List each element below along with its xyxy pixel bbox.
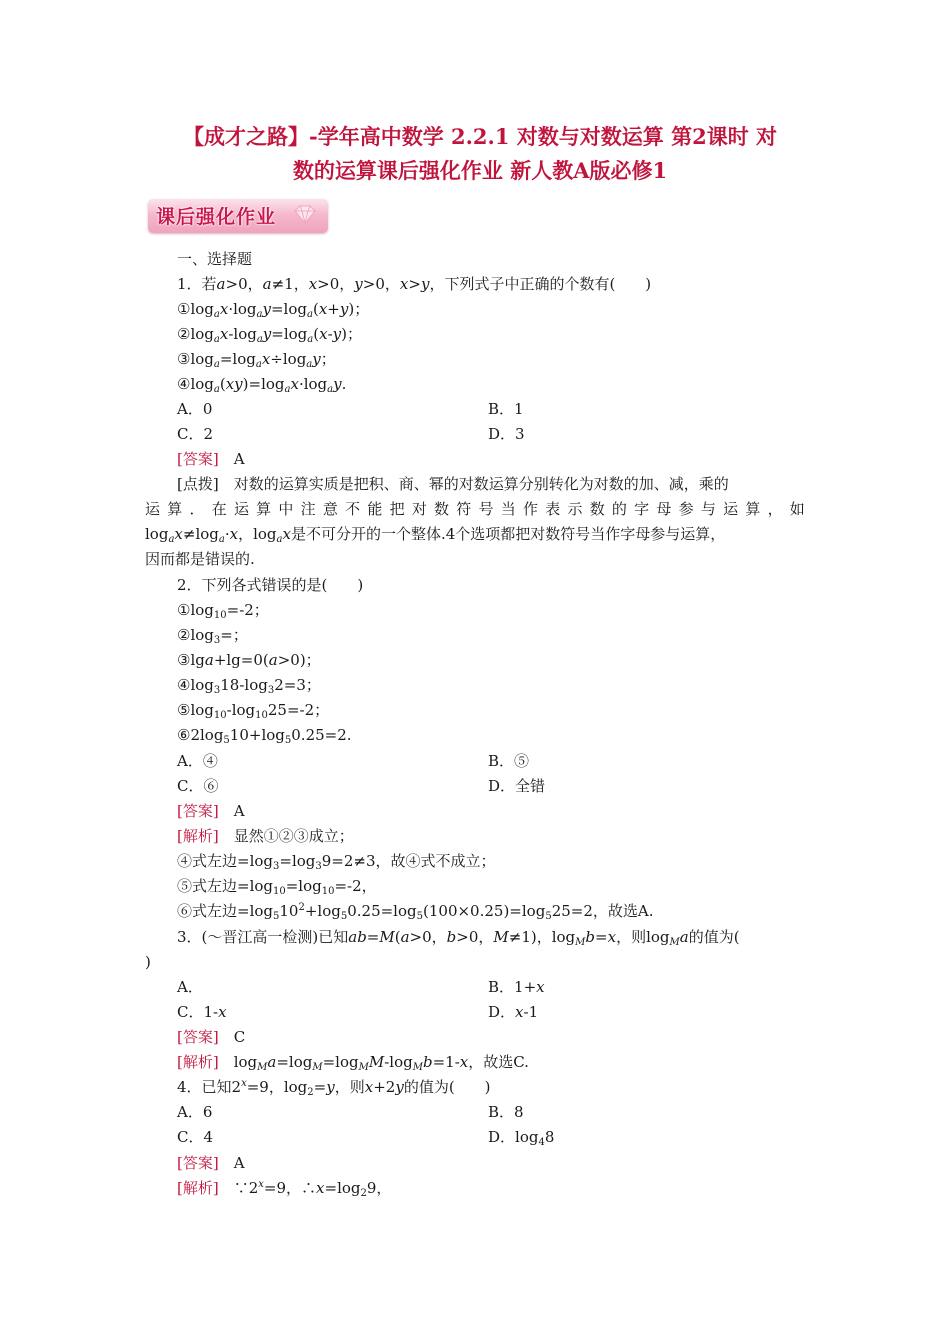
answer-tag: [答案] <box>177 802 219 820</box>
q1-options-row-2 <box>177 424 847 444</box>
q3-stem-line-2: ) <box>145 953 151 971</box>
q4-options-row-1 <box>177 1102 847 1122</box>
q2-item-6: $⑥2\log_510+\log_50.25=2$. <box>177 726 352 746</box>
q1-stem: 1．若a>0，a≠1，x>0，y>0，x>y，下列式子中正确的个数有( ) <box>177 275 652 293</box>
banner-decoration <box>148 199 328 233</box>
q2-stem: 2．下列各式错误的是( ) <box>177 576 364 594</box>
q2-answer <box>177 801 847 821</box>
q2-options-row-1 <box>177 751 847 771</box>
diamond-icon <box>290 205 320 225</box>
q4-answer-value: A <box>233 1154 245 1172</box>
q1-item-4: $④\log_a(xy)=\log_ax\cdot\log_ay$. <box>177 375 347 395</box>
analysis-tag: [解析] <box>177 1179 219 1197</box>
answer-tag: [答案] <box>177 1154 219 1172</box>
q2-option-c: C．⑥ <box>177 777 219 795</box>
q1-hint-line-4: 因而都是错误的. <box>145 550 255 568</box>
section-heading: 一、选择题 <box>177 250 253 268</box>
q3-option-b: B．1+x <box>488 978 545 996</box>
q2-analysis-line-3: ⑤式左边$=\log_{10}=\log_{10}=-2$， <box>177 877 377 897</box>
q1-option-a: A．0 <box>177 400 213 418</box>
q4-stem: 4．已知$2^x=9$，$\log_2=y$，则x+2y的值为( ) <box>177 1078 491 1098</box>
q2-item-2: $②\log_3=$； <box>177 626 248 646</box>
q2-analysis-line-2: ④式左边$=\log_3=\log_39=2\ne 3$，故④式不成立； <box>177 852 496 872</box>
title-line-2: 数的运算课后强化作业 新人教A版必修1 <box>292 158 668 183</box>
q4-option-d: D．$\log_48$ <box>488 1128 555 1148</box>
q1-answer-value: A <box>233 450 245 468</box>
q1-item-2: $②\log_ax-\log_ay=\log_a(x-y)$； <box>177 325 362 345</box>
q3-stem-line-1: 3．(～晋江高一检测)已知ab=M(a>0，b>0，M≠1)，$\log_Mb=x$，则$\log_Ma$的值为( <box>177 928 740 948</box>
q2-option-a: A．④ <box>177 752 218 770</box>
answer-tag: [答案] <box>177 1028 219 1046</box>
q2-item-3: ③lga+lg=0(a>0)； <box>177 651 321 669</box>
q3-answer <box>177 1027 847 1047</box>
q4-option-c: C．4 <box>177 1128 214 1146</box>
q3-options-row-1 <box>177 977 847 997</box>
q4-analysis: [解析] $\because 2^x=9$，$\therefore x=\log_29$， <box>177 1179 392 1199</box>
banner-label: 课后强化作业 <box>156 206 277 228</box>
q2-item-4: $④\log_318-\log_32=3$； <box>177 676 321 696</box>
q1-option-b: B．1 <box>488 400 524 418</box>
analysis-tag: [解析] <box>177 827 219 845</box>
answer-tag: [答案] <box>177 450 219 468</box>
q1-hint-line-3: $\log_ax\ne\log_a\cdot x$，$\log_ax$是不可分开的一个整体.4个选项都把对数符号当作字母参与运算， <box>145 525 726 545</box>
q2-analysis-line-4: ⑥式左边$=\log_510^2+\log_50.25=\log_5(100\times 0.25)=\log_525=2$，故选A. <box>177 902 654 922</box>
q3-option-c: C．1-x <box>177 1003 227 1021</box>
q1-hint-line-2: 运 算 ． 在 运 算 中 注 意 不 能 把 对 数 符 号 当 作 表 示 数 的 字 母 参 与 运 算 ， 如 <box>145 500 805 518</box>
analysis-tag: [解析] <box>177 1053 219 1071</box>
q3-answer-value: C <box>233 1028 246 1046</box>
q1-item-1: $①\log_ax\cdot\log_ay=\log_a(x+y)$； <box>177 300 370 320</box>
q2-answer-value: A <box>233 802 245 820</box>
document-title <box>150 120 810 188</box>
q3-options-row-2 <box>177 1002 847 1022</box>
q1-option-c: C．2 <box>177 425 214 443</box>
q2-option-d: D．全错 <box>488 777 546 795</box>
q4-answer <box>177 1153 847 1173</box>
q1-option-d: D．3 <box>488 425 525 443</box>
q1-hint-line-1: [点拨] 对数的运算实质是把积、商、幂的对数运算分别转化为对数的加、减，乘的 <box>177 475 729 493</box>
q1-item-3: $③\log_a=\log_ax\div\log_ay$； <box>177 350 336 370</box>
q3-option-a: A． <box>177 978 203 996</box>
title-line-1: 【成才之路】-学年高中数学 2.2.1 对数与对数运算 第2课时 对 <box>182 124 778 149</box>
q4-option-b: B．8 <box>488 1103 524 1121</box>
q2-analysis-line-1: [解析] 显然①②③成立； <box>177 827 354 845</box>
q2-item-5: $⑤\log_{10}-\log_{10}25=-2$； <box>177 701 330 721</box>
q1-options-row-1 <box>177 399 847 419</box>
q3-option-d: D．x-1 <box>488 1003 539 1021</box>
q2-options-row-2 <box>177 776 847 796</box>
q4-options-row-2 <box>177 1127 847 1147</box>
q2-item-1: $①\log_{10}=-2$； <box>177 601 269 621</box>
q2-option-b: B．⑤ <box>488 752 530 770</box>
hint-tag: [点拨] <box>177 475 219 493</box>
q3-analysis: [解析] $\log_Ma=\log_M=\log_MM-\log_Mb=1-x$，故选C. <box>177 1053 529 1073</box>
q4-option-a: A．6 <box>177 1103 213 1121</box>
q1-answer <box>177 449 847 469</box>
